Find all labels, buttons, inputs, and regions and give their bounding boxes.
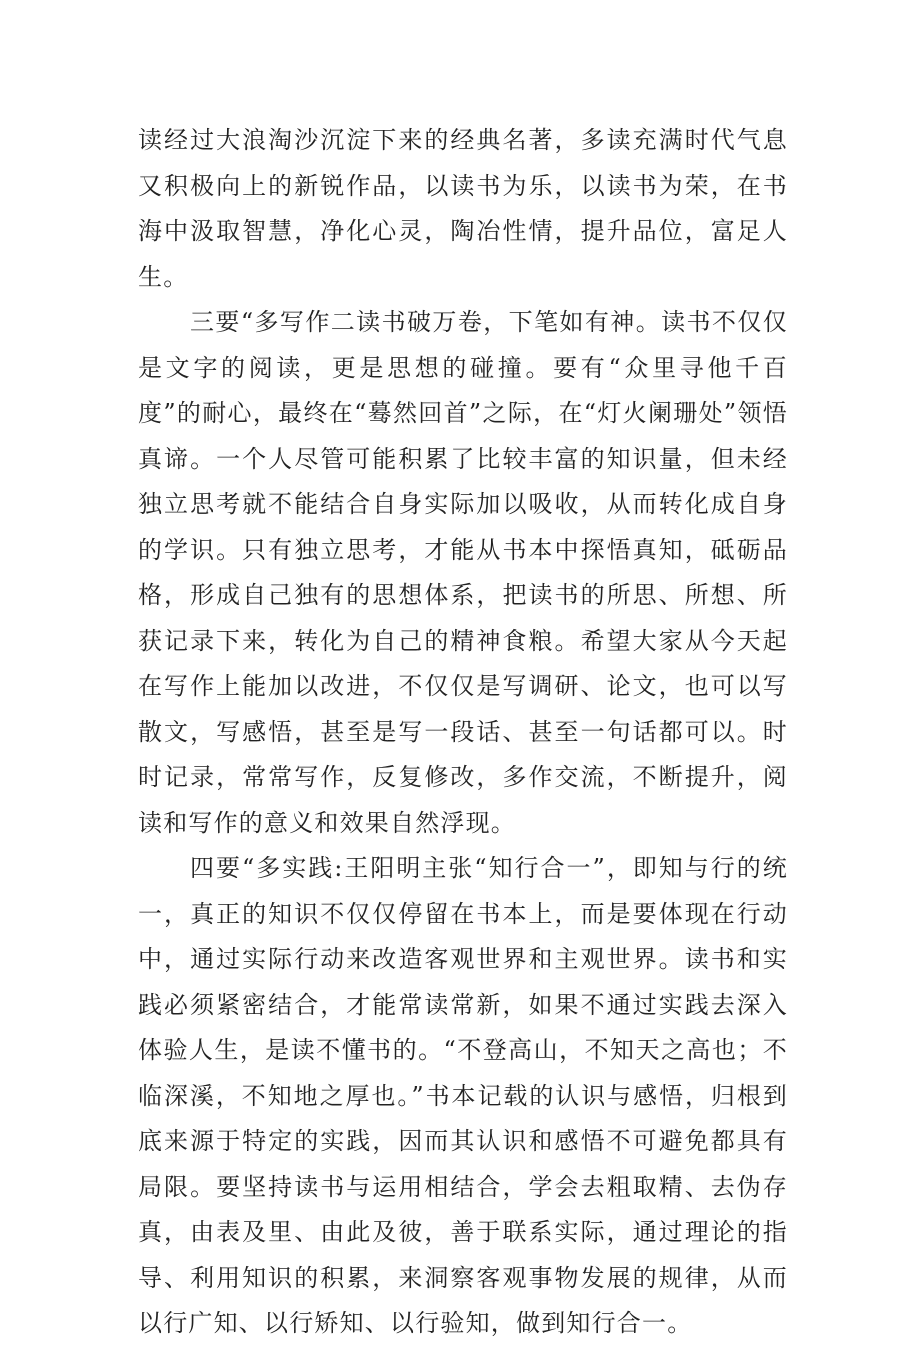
paragraph-2: 三要“多写作二读书破万卷，下笔如有神。读书不仅仅是文字的阅读，更是思想的碰撞。要有“众里寻他千百度”的耐心，最终在“蓦然回首”之际，在“灯火阑珊处”领悟真谛。一个人尽管可能积累了比较丰富的知识量，但未经独立思考就不能结合自身实际加以吸收，从而转化成自身的学识。只有独立思考，才能从书本中探悟真知，砥砺品格，形成自己独有的思想体系，把读书的所思、所想、所获记录下来，转化为自己的精神食粮。希望大家从今天起在写作上能加以改进，不仅仅是写调研、论文，也可以写散文，写感悟，甚至是写一段话、甚至一句话都可以。时时记录，常常写作，反复修改，多作交流，不断提升，阅读和写作的意义和效果自然浮现。 xyxy=(138,308,788,837)
paragraph-1: 读经过大浪淘沙沉淀下来的经典名著，多读充满时代气息又积极向上的新锐作品，以读书为乐，以读书为荣，在书海中汲取智慧，净化心灵，陶冶性情，提升品位，富足人生。 xyxy=(138,126,788,291)
document-body xyxy=(138,118,788,1347)
paragraph-3: 四要“多实践:王阳明主张“知行合一”，即知与行的统一，真正的知识不仅仅停留在书本上，而是要体现在行动中，通过实际行动来改造客观世界和主观世界。读书和实践必须紧密结合，才能常读常新，如果不通过实践去深入体验人生，是读不懂书的。“不登高山，不知天之高也；不临深溪，不知地之厚也。”书本记载的认识与感悟，归根到底来源于特定的实践，因而其认识和感悟不可避免都具有局限。要坚持读书与运用相结合，学会去粗取精、去伪存真，由表及里、由此及彼，善于联系实际，通过理论的指导、利用知识的积累，来洞察客观事物发展的规律，从而以行广知、以行矫知、以行验知，做到知行合一。 xyxy=(138,854,788,1337)
